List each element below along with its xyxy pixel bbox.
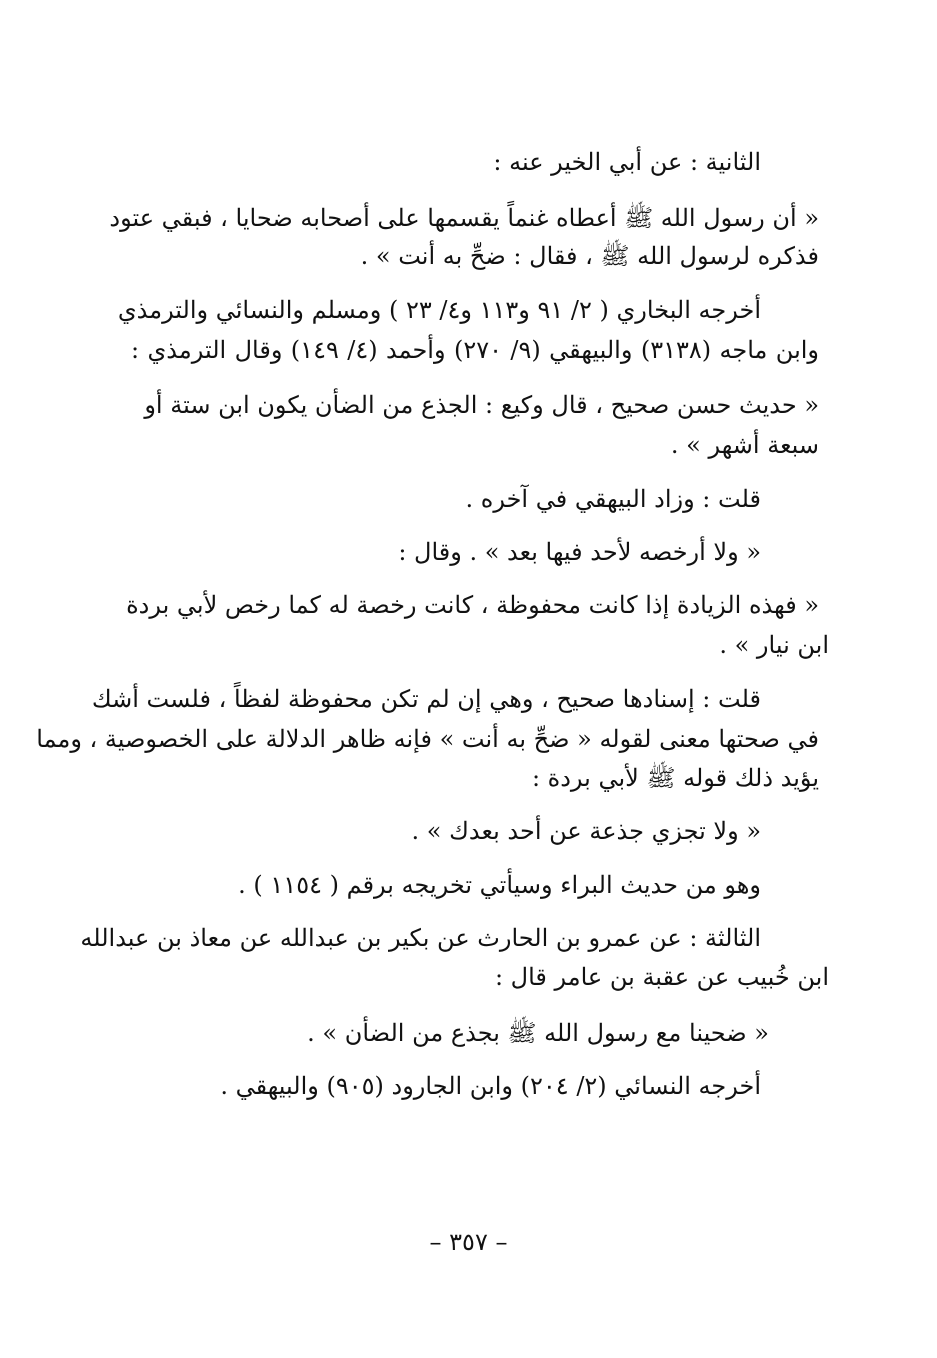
text-line: « ضحينا مع رسول الله ﷺ بجذع من الضأن » . <box>307 1019 769 1047</box>
text-line: أخرجه البخاري ( ٢/ ٩١ و١١٣ و٤/ ٢٣ ) ومسلم والنسائي والترمذي <box>117 296 761 324</box>
text-line: « ولا أرخصه لأحد فيها بعد » . وقال : <box>398 538 761 566</box>
text-line: « حديث حسن صحيح ، قال وكيع : الجذع من الضأن يكون ابن ستة أو <box>144 391 819 419</box>
text-line: قلت : إسنادها صحيح ، وهي إن لم تكن محفوظة لفظاً ، فلست أشك <box>91 685 761 713</box>
page-number: – ٣٥٧ – <box>429 1228 508 1256</box>
text-line: ابن نيار » . <box>719 631 829 659</box>
text-line: « فهذه الزيادة إذا كانت محفوظة ، كانت رخصة له كما رخص لأبي بردة <box>126 591 819 619</box>
text-line: سبعة أشهر » . <box>670 431 819 459</box>
text-line: الثالثة : عن عمرو بن الحارث عن بكير بن عبدالله عن معاذ بن عبدالله <box>80 924 761 952</box>
text-line: قلت : وزاد البيهقي في آخره . <box>465 485 761 513</box>
text-line: يؤيد ذلك قوله ﷺ لأبي بردة : <box>531 764 819 792</box>
text-line: وابن ماجه (٣١٣٨) والبيهقي (٩/ ٢٧٠) وأحمد (٤/ ١٤٩) وقال الترمذي : <box>131 336 820 364</box>
text-line: « ولا تجزي جذعة عن أحد بعدك » . <box>411 817 761 845</box>
text-line: فذكره لرسول الله ﷺ ، فقال : ضحِّ به أنت » . <box>360 242 819 270</box>
text-line: وهو من حديث البراء وسيأتي تخريجه برقم ( ١١٥٤ ) . <box>238 871 761 899</box>
text-line: أخرجه النسائي (٢/ ٢٠٤) وابن الجارود (٩٠٥) والبيهقي . <box>220 1072 761 1100</box>
text-line: في صحتها معنى لقوله « ضحِّ به أنت » فإنه ظاهر الدلالة على الخصوصية ، ومما <box>36 725 819 753</box>
text-line: ابن خُبيب عن عقبة بن عامر قال : <box>494 963 829 991</box>
text-line: « أن رسول الله ﷺ أعطاه غنماً يقسمها على أصحابه ضحايا ، فبقي عتود <box>109 204 819 232</box>
text-line: الثانية : عن أبي الخير عنه : <box>493 148 761 176</box>
